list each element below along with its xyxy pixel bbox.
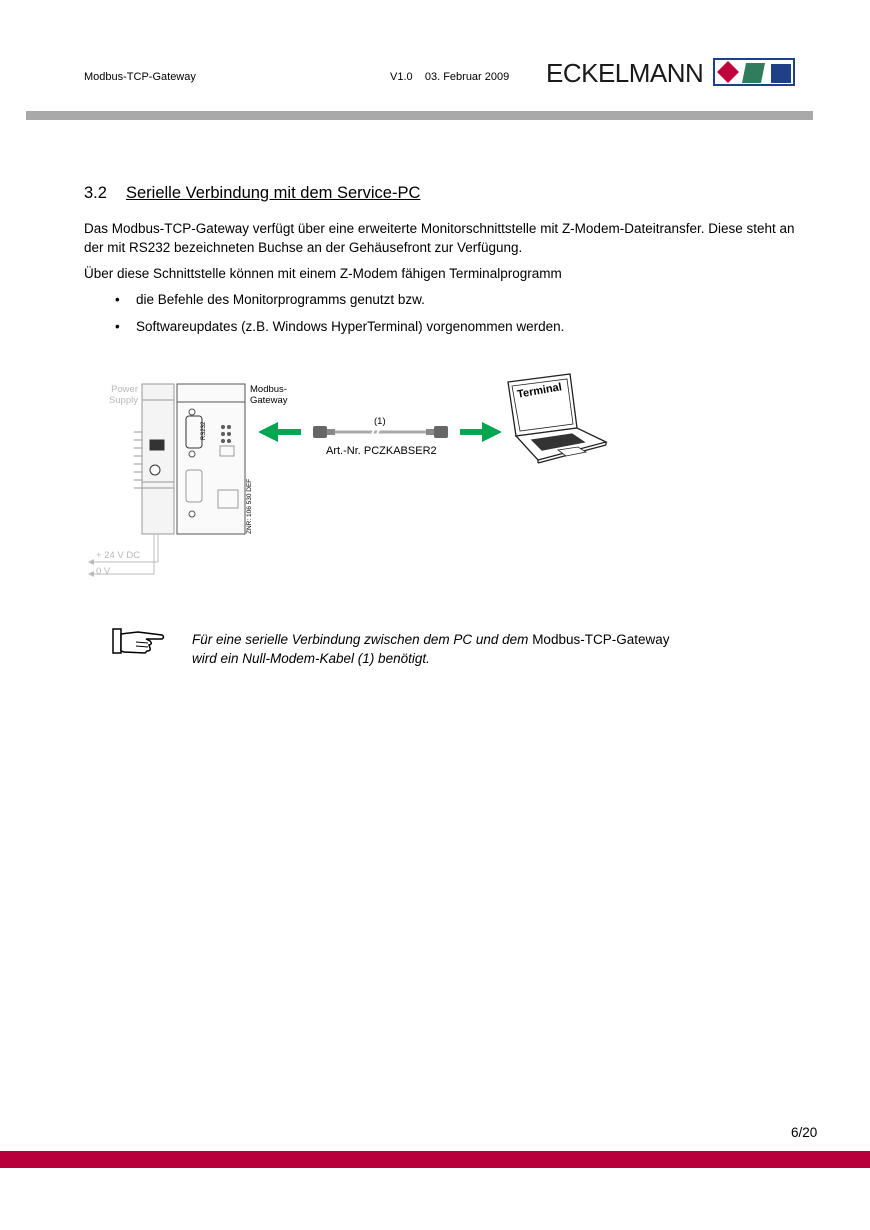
pointing-hand-icon — [112, 627, 166, 655]
bullet-marker: • — [115, 319, 120, 334]
bullet-marker: • — [115, 292, 120, 307]
header-version-date: V1.0 03. Februar 2009 — [390, 71, 510, 83]
logo-text: ECKELMANN — [546, 57, 704, 88]
power-supply-module — [134, 384, 174, 534]
note-line1-normal: Modbus-TCP-Gateway — [532, 632, 670, 647]
bullet-item-commands: die Befehle des Monitorprogramms genutzt bzw. — [136, 292, 425, 307]
connection-diagram — [80, 370, 620, 585]
power-supply-label: Power Supply — [108, 384, 138, 406]
terminal-label: Terminal — [516, 381, 563, 401]
section-number: 3.2 — [84, 184, 107, 202]
voltage-24v-label: + 24 V DC — [96, 550, 141, 561]
page-number: 6/20 — [791, 1125, 818, 1140]
header-doc-title: Modbus-TCP-Gateway — [84, 71, 196, 83]
company-logo — [546, 58, 703, 88]
footer-bar — [0, 1151, 870, 1168]
null-modem-cable — [313, 426, 448, 438]
cable-marker: (1) — [374, 416, 386, 427]
bullet-item-updates: Softwareupdates (z.B. Windows HyperTerminal) vorgenommen werden. — [136, 319, 565, 334]
header-divider — [26, 111, 813, 120]
logo-squares-icon — [713, 58, 795, 86]
note-line1-italic: Für eine serielle Verbindung zwischen dem PC und dem — [192, 632, 533, 647]
arrow-left-icon — [258, 422, 301, 442]
diagram-drawing — [80, 370, 620, 585]
paragraph-intro: Das Modbus-TCP-Gateway verfügt über eine erweiterte Monitorschnittstelle mit Z-Modem-Dateitransfer. Diese steht an der mit RS232 bezeichneten Buchse an der Gehäusefront zur Verfügung. — [84, 221, 795, 255]
gateway-label: Modbus- Gateway — [250, 384, 288, 406]
paragraph-interface: Über diese Schnittstelle können mit einem Z-Modem fähigen Terminalprogramm — [84, 266, 562, 281]
gateway-module — [177, 384, 245, 534]
cable-article-number: Art.-Nr. PCZKABSER2 — [326, 445, 437, 457]
note-text — [192, 630, 669, 668]
note-line2: wird ein Null-Modem-Kabel (1) benötigt. — [192, 651, 430, 666]
arrow-right-icon — [460, 422, 502, 442]
section-title: Serielle Verbindung mit dem Service-PC — [126, 184, 421, 202]
voltage-0v-label: 0 V — [96, 566, 111, 577]
znr-label: ZNR: 106 530 DEF — [246, 478, 253, 534]
rs232-label: RS232 — [201, 421, 207, 440]
